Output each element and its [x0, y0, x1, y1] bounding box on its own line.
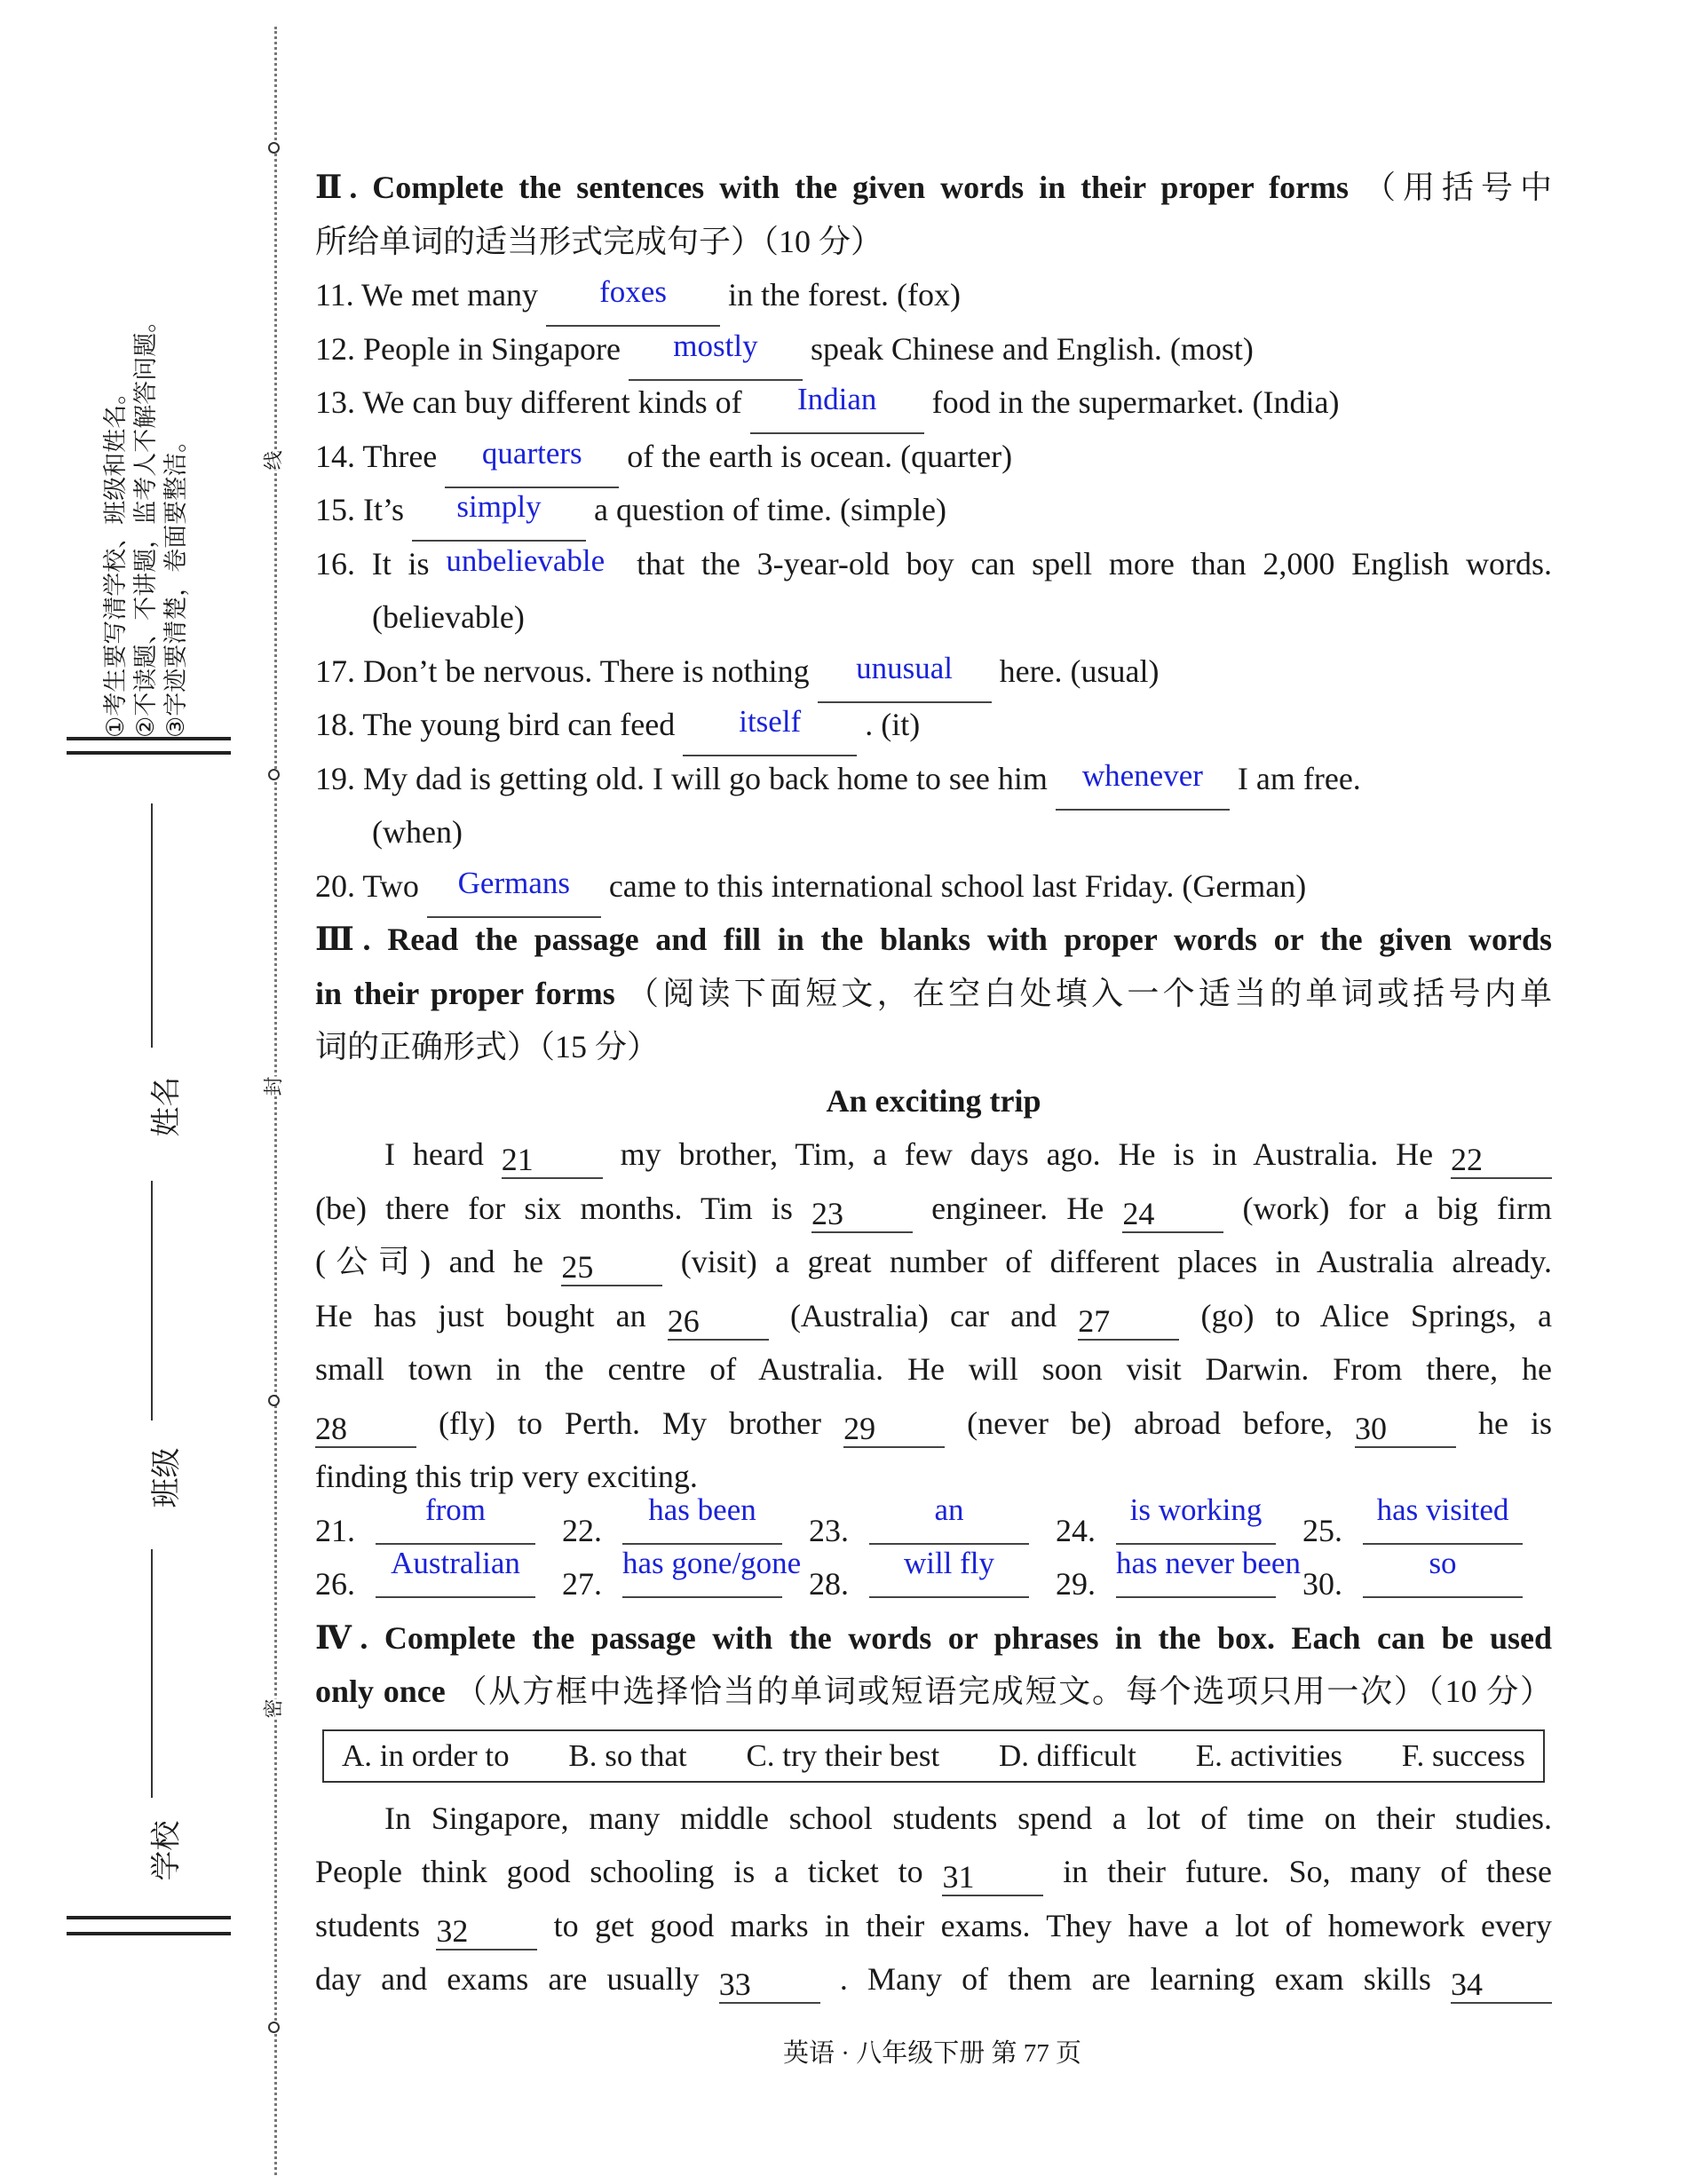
text-line: [315, 430, 1552, 484]
text-line: [315, 1342, 1552, 1397]
numbered-blank: 27: [1078, 1302, 1179, 1341]
numbered-blank: 32: [436, 1911, 537, 1951]
answer-text: itself: [739, 704, 802, 739]
option: D. difficult: [999, 1737, 1136, 1773]
text-line: [315, 537, 1552, 591]
text-line: [315, 215, 1552, 269]
text-line: [315, 698, 1552, 752]
text: 20. Two: [315, 867, 427, 904]
text: students: [315, 1907, 437, 1943]
text: food in the supermarket. (India): [931, 384, 1340, 420]
answer-number: 23.: [809, 1512, 849, 1548]
answer-item: [1056, 1546, 1302, 1611]
binding-hole-icon: [268, 2022, 280, 2033]
numbered-blank: 34: [1451, 1965, 1552, 2004]
text-line: [315, 967, 1552, 1021]
text-line: [315, 1792, 1552, 1846]
bold-text: Ⅳ. Complete the passage with the words or phrases in the box. Each can be used: [315, 1619, 1552, 1656]
answer-number: 27.: [562, 1566, 602, 1602]
answer-text: Germans: [457, 865, 570, 900]
text: He has just bought an: [315, 1297, 668, 1333]
exam-content: [315, 161, 1552, 2006]
note-2: ②不读题、不讲题，监考人不解答问题。: [132, 308, 160, 738]
text: 16. It is: [315, 545, 447, 582]
name-line: [151, 803, 153, 1048]
passage-title: An exciting trip: [826, 1082, 1041, 1119]
option: C. try their best: [746, 1737, 940, 1773]
answer-text: so: [1429, 1546, 1457, 1580]
text: 14. Three: [315, 438, 446, 474]
answer-blank: [445, 435, 619, 488]
text-line: [315, 1397, 1552, 1451]
text: (work) for a big firm: [1242, 1190, 1552, 1226]
answer-row: [315, 1546, 1552, 1611]
text-line: [315, 1128, 1552, 1182]
divider: [67, 1932, 231, 1935]
answer-text: from: [424, 1492, 487, 1527]
bold-text: in their proper forms: [315, 975, 615, 1011]
answer-blank: [1363, 1492, 1523, 1545]
text: 词的正确形式）（15 分）: [315, 1029, 660, 1064]
page-footer: 英语 · 八年级下册 第 77 页: [783, 2039, 1081, 2068]
answer-number: 22.: [562, 1512, 602, 1548]
text-line: [315, 913, 1552, 967]
text-line: [315, 1845, 1552, 1899]
text-line: [315, 1899, 1552, 1953]
answer-number: 21.: [315, 1512, 355, 1548]
seal-char-xian: 线: [259, 450, 287, 470]
text: (Australia) car and: [789, 1297, 1079, 1333]
bold-text: Ⅲ. Read the passage and fill in the blanks with proper words or the given words: [315, 922, 1552, 957]
answer-number: 24.: [1056, 1512, 1096, 1548]
answer-blank: [750, 382, 924, 434]
option: E. activities: [1195, 1737, 1342, 1773]
binding-hole-icon: [268, 142, 280, 154]
numbered-blank: 22: [1451, 1140, 1552, 1179]
numbered-blank: 26: [668, 1302, 769, 1341]
answer-text: whenever: [1081, 757, 1203, 793]
text-line: [315, 161, 1552, 215]
name-field-label: 姓名: [148, 1076, 185, 1137]
school-field-label: 学校: [148, 1820, 185, 1881]
text-line: [315, 376, 1552, 430]
answer-blank: [683, 704, 857, 756]
answer-text: quarters: [481, 435, 582, 471]
text: 17. Don’t be nervous. There is nothing: [315, 653, 818, 689]
answer-blank: [629, 328, 803, 381]
numbered-blank: 30: [1355, 1409, 1456, 1448]
answer-item: [1302, 1546, 1549, 1611]
answer-blank: [1056, 757, 1230, 811]
answer-item: [315, 1546, 562, 1611]
text-line: [315, 805, 1552, 859]
text: finding this trip very exciting.: [315, 1459, 698, 1494]
answer-blank: [1116, 1546, 1301, 1598]
text: I heard: [384, 1136, 502, 1172]
answer-blank: [869, 1492, 1029, 1545]
text: 18. The young bird can feed: [315, 707, 684, 742]
text: (never be) abroad before,: [967, 1405, 1355, 1441]
numbered-blank: 29: [843, 1409, 945, 1448]
text: here. (usual): [999, 653, 1160, 689]
text: 12. People in Singapore: [315, 330, 629, 367]
text-line: [315, 590, 1552, 645]
divider: [67, 751, 231, 755]
text: he is: [1478, 1405, 1552, 1441]
answer-number: 26.: [315, 1566, 355, 1602]
text: (go) to Alice Springs, a: [1200, 1297, 1552, 1333]
answer-number: 29.: [1056, 1566, 1096, 1602]
answer-text: has gone/gone: [622, 1546, 802, 1580]
text: small town in the centre of Australia. He will soon visit Darwin. From there, he: [315, 1351, 1552, 1387]
answer-text: an: [934, 1492, 964, 1527]
binding-hole-icon: [268, 769, 280, 780]
text: (when): [372, 814, 463, 850]
text-line: [315, 1289, 1552, 1343]
answer-blank: [622, 1546, 802, 1598]
school-line: [151, 1549, 153, 1798]
text: speak Chinese and English. (most): [810, 330, 1254, 367]
answer-item: [1302, 1492, 1549, 1558]
text: （用括号中: [1364, 170, 1552, 205]
text: . Many of them are learning exam skills: [839, 1961, 1452, 1997]
option: B. so that: [568, 1737, 687, 1773]
bold-text: only once: [315, 1674, 446, 1709]
binding-dotted-line: [274, 27, 277, 2175]
answer-number: 30.: [1302, 1566, 1342, 1602]
options-box: [322, 1729, 1545, 1783]
numbered-blank: 33: [719, 1965, 820, 2004]
text: 11. We met many: [315, 277, 547, 313]
answer-blank: [1363, 1546, 1523, 1598]
bold-text: Ⅱ. Complete the sentences with the given words in their proper forms: [315, 170, 1350, 205]
text-line: [315, 322, 1552, 376]
answer-text: has been: [648, 1492, 756, 1527]
answer-text: unbelievable: [446, 542, 606, 578]
text-line: [315, 483, 1552, 537]
text: . (it): [865, 707, 921, 742]
text: 15. It’s: [315, 492, 413, 527]
text: (believable): [372, 599, 525, 635]
answer-text: Australian: [391, 1546, 520, 1580]
text: to get good marks in their exams. They have a lot of homework every: [553, 1907, 1552, 1943]
text: of the earth is ocean. (quarter): [627, 438, 1013, 474]
text: People think good schooling is a ticket to: [315, 1854, 943, 1889]
text-line: [315, 268, 1552, 322]
text: 所给单词的适当形式完成句子）（10 分）: [315, 223, 883, 259]
text: （阅读下面短文，在空白处填入一个适当的单词或括号内单: [626, 975, 1552, 1011]
binding-hole-icon: [268, 1395, 280, 1406]
numbered-blank: 24: [1122, 1194, 1223, 1233]
answer-text: foxes: [599, 274, 667, 309]
answer-blank: [446, 542, 620, 591]
answer-blank: [818, 650, 992, 703]
seal-char-feng: 封: [259, 1076, 287, 1096]
text: （从方框中选择恰当的单词或短语完成短文。每个选项只用一次）（10 分）: [455, 1674, 1552, 1709]
text: In Singapore, many middle school students spend a lot of time on their studies.: [384, 1800, 1552, 1836]
answer-text: is working: [1129, 1492, 1263, 1527]
text: my brother, Tim, a few days ago. He is in Australia. He: [620, 1136, 1452, 1172]
answer-item: [809, 1546, 1056, 1611]
divider: [67, 1916, 231, 1919]
answer-blank: [546, 274, 720, 327]
numbered-blank: 25: [561, 1247, 662, 1286]
text: in the forest. (fox): [728, 277, 961, 313]
text: I am free.: [1237, 760, 1361, 796]
answer-blank: [376, 1546, 535, 1598]
text: day and exams are usually: [315, 1961, 719, 1997]
text-line: [315, 859, 1552, 914]
text: that the 3-year-old boy can spell more than 2,000 English words.: [637, 545, 1552, 582]
answer-text: Indian: [796, 382, 877, 416]
seal-char-mi: 密: [259, 1698, 287, 1718]
text-line: [315, 1952, 1552, 2006]
text: (be) there for six months. Tim is: [315, 1190, 812, 1226]
answer-blank: [412, 489, 586, 542]
text: came to this international school last Friday. (German): [608, 867, 1307, 904]
text-line: [315, 1235, 1552, 1289]
answer-text: has visited: [1376, 1492, 1509, 1527]
class-field-label: 班级: [148, 1447, 185, 1508]
text-line: [315, 1665, 1552, 1719]
text: (fly) to Perth. My brother: [439, 1405, 844, 1441]
text: engineer. He: [931, 1190, 1123, 1226]
text: 13. We can buy different kinds of: [315, 384, 750, 420]
numbered-blank: 31: [942, 1857, 1043, 1896]
text-line: [315, 1611, 1552, 1666]
answer-text: mostly: [673, 328, 758, 363]
text-line: [315, 1020, 1552, 1074]
answer-blank: [622, 1492, 782, 1545]
text: (visit) a great number of different places in Australia already.: [680, 1244, 1552, 1279]
answer-number: 28.: [809, 1566, 849, 1602]
numbered-blank: 21: [502, 1140, 603, 1179]
answer-text: unusual: [856, 650, 954, 685]
option: F. success: [1401, 1737, 1525, 1773]
exam-notes: [101, 276, 192, 738]
note-1: ①考生要写清学校、班级和姓名。: [102, 380, 130, 738]
text-line: [315, 645, 1552, 699]
answer-blank: [1116, 1492, 1276, 1545]
option: A. in order to: [342, 1737, 510, 1773]
answer-blank: [376, 1492, 535, 1545]
text-line: [315, 1182, 1552, 1236]
numbered-blank: 23: [811, 1194, 913, 1233]
answer-blank: [869, 1546, 1029, 1598]
answer-text: will fly: [903, 1546, 995, 1580]
text: 19. My dad is getting old. I will go back home to see him: [315, 760, 1056, 796]
divider: [67, 737, 231, 740]
text: in their future. So, many of these: [1063, 1854, 1552, 1889]
answer-text: has never been: [1116, 1546, 1301, 1580]
answer-blank: [427, 865, 601, 918]
text: (公司) and he: [315, 1244, 562, 1279]
answer-item: [562, 1546, 809, 1611]
numbered-blank: 28: [315, 1409, 416, 1448]
answer-number: 25.: [1302, 1512, 1342, 1548]
class-line: [151, 1181, 153, 1420]
note-3: ③字迹要清楚，卷面要整洁。: [162, 428, 190, 738]
answer-text: simply: [456, 489, 542, 524]
text-line: [315, 752, 1552, 806]
text: a question of time. (simple): [594, 492, 946, 527]
